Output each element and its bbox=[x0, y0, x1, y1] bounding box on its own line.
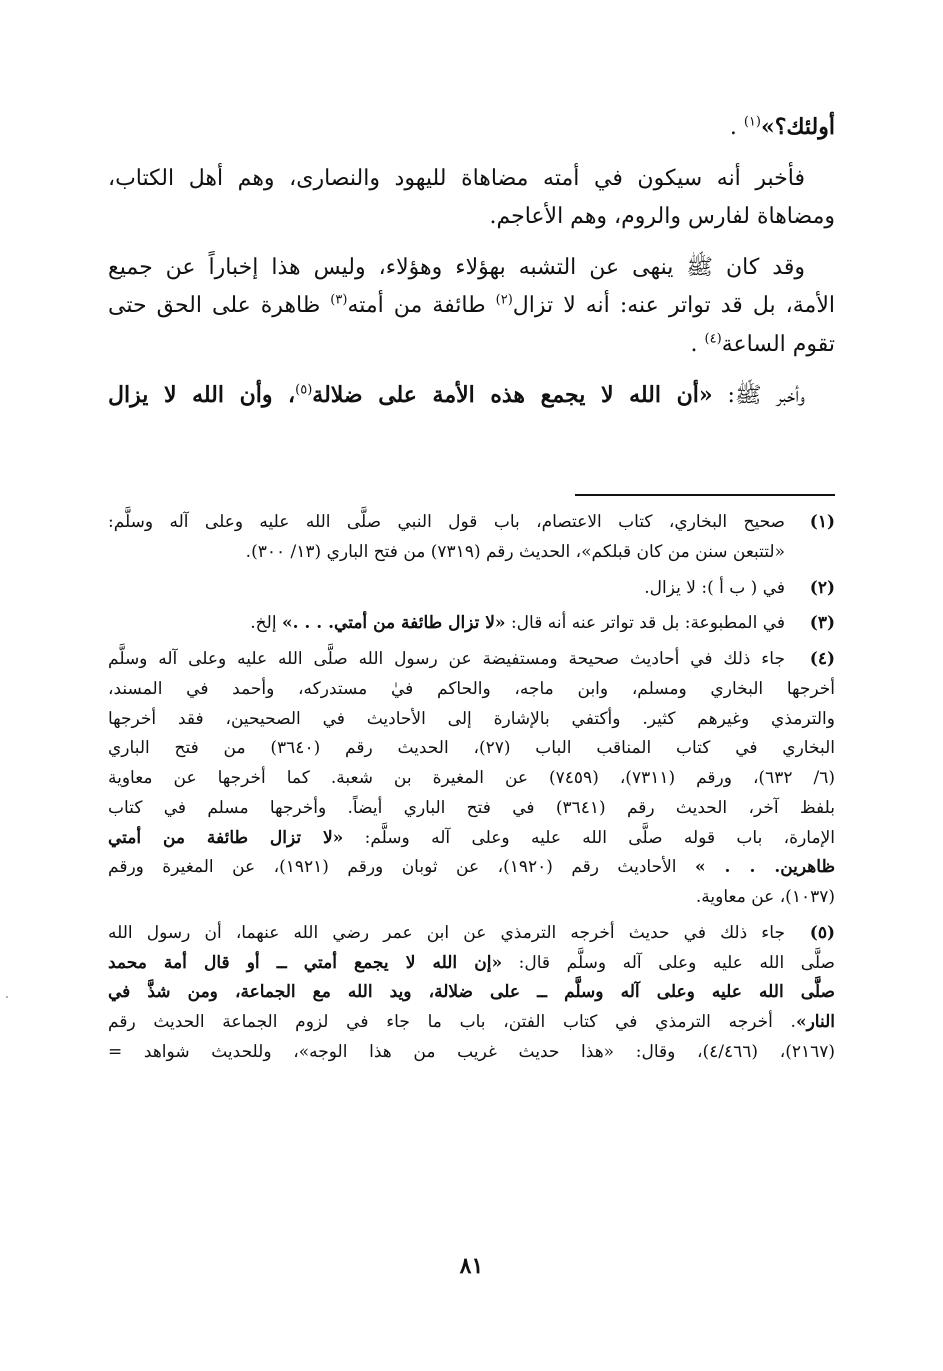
continued-line bbox=[108, 108, 835, 148]
footnote-number: (٥) bbox=[809, 922, 835, 943]
footnote-ref-3: (٣) bbox=[330, 292, 348, 308]
footnote-text bbox=[108, 645, 835, 913]
text-line bbox=[108, 326, 835, 365]
footnote-4 bbox=[108, 645, 835, 913]
footnote-ref-4: (٤) bbox=[704, 331, 722, 347]
quote-end: أولئك؟» bbox=[760, 114, 835, 140]
main-text bbox=[108, 108, 835, 428]
text-line bbox=[108, 376, 835, 416]
text-line bbox=[108, 949, 835, 979]
footnote-number: (٢) bbox=[809, 577, 835, 598]
scan-speck bbox=[6, 996, 8, 998]
hadith-quote: النار» bbox=[795, 1012, 835, 1032]
text-segment: الإمارة، باب قوله صلَّى الله عليه وعلى آله وسلَّم: bbox=[343, 827, 835, 848]
text-segment: في المطبوعة: بل قد تواتر عنه أنه قال: bbox=[505, 613, 785, 634]
hadith-quote: «إن الله لا يجمع أمتي ــ أو قال أمة محمد bbox=[108, 952, 503, 973]
text-segment: الأحاديث رقم (١٩٢٠)، عن ثوبان ورقم (١٩٢١)، عن المغيرة ورقم bbox=[108, 857, 695, 878]
footnote-text bbox=[108, 508, 785, 568]
text-segment: تقوم الساعة bbox=[721, 331, 835, 357]
paragraph-2 bbox=[108, 249, 835, 365]
text-segment: . bbox=[690, 331, 698, 357]
footnote-3 bbox=[108, 609, 835, 639]
footnote-2 bbox=[108, 574, 835, 604]
text-line bbox=[108, 1008, 835, 1038]
text-line: والترمذي وغيرهم كثير. وأكتفي بالإشارة إلى الأحاديث في الصحيحين، فقد أخرجها bbox=[108, 708, 835, 729]
footnote-ref-2: (٢) bbox=[495, 292, 513, 308]
text-line: في ( ب أ ): لا يزال. bbox=[644, 577, 785, 598]
text-line: وقد كان ﷺ ينهى عن التشبه بهؤلاء وهؤلاء، وليس هذا إخباراً عن جميع bbox=[108, 254, 805, 280]
text-line: جاء ذلك في حديث أخرجه الترمذي عن ابن عمر رضي الله عنهما، أن رسول الله bbox=[108, 922, 785, 943]
text-line bbox=[108, 824, 835, 854]
footnote-text bbox=[108, 919, 836, 1068]
paragraph-3 bbox=[108, 376, 835, 416]
text-line: بلفظ آخر، الحديث رقم (٣٦٤١) في فتح الباري أيضاً. وأخرجها مسلم في كتاب bbox=[108, 797, 835, 818]
text-line: صلَّى الله عليه وعلى آله وسلَّم ــ على ضلالة، ويد الله مع الجماعة، ومن شذَّ في bbox=[108, 982, 835, 1003]
paragraph-1 bbox=[108, 160, 835, 237]
text-segment: إلخ. bbox=[250, 613, 282, 634]
text-line: جاء ذلك في أحاديث صحيحة ومستفيضة عن رسول الله صلَّى الله عليه وعلى آله وسلَّم bbox=[108, 649, 785, 669]
text-segment: وأخبر ﷺ: bbox=[712, 383, 805, 408]
footnote-text bbox=[108, 574, 785, 604]
text-line: (٢١٦٧)، (٤/٤٦٦)، وقال: «هذا حديث غريب من هذا الوجه»، وللحديث شواهد = bbox=[108, 1041, 836, 1062]
text-line: (١٠٣٧)، عن معاوية. bbox=[695, 887, 835, 907]
text-segment: طائفة من أمته bbox=[347, 293, 496, 318]
footnote-5 bbox=[108, 919, 835, 1068]
text-line bbox=[108, 609, 785, 639]
hadith-quote: «أن الله لا يجمع هذه الأمة على ضلالة bbox=[312, 382, 713, 408]
text-segment: الأمة، بل قد تواتر عنه: أنه لا تزال bbox=[512, 293, 835, 318]
hadith-quote: «لا تزال طائفة من أمتي bbox=[108, 827, 344, 848]
text-segment: ظاهرة على الحق حتى bbox=[108, 293, 331, 318]
text-line: البخاري في كتاب المناقب الباب (٢٧)، الحديث رقم (٣٦٤٠) من فتح الباري bbox=[108, 738, 835, 759]
footnote-ref-5: (٥) bbox=[295, 382, 313, 398]
text-line bbox=[108, 853, 835, 883]
footnote-separator bbox=[575, 494, 835, 496]
hadith-quote: ظاهرين. . . » bbox=[694, 857, 835, 878]
footnote-number: (١) bbox=[809, 512, 835, 532]
text-line: «لتتبعن سنن من كان قبلكم»، الحديث رقم (٧٣١٩) من فتح الباري (١٣/ ٣٠٠). bbox=[245, 541, 785, 562]
page-number: ٨١ bbox=[459, 1253, 484, 1279]
footnote-text bbox=[108, 609, 785, 639]
text-line: صحيح البخاري، كتاب الاعتصام، باب قول النبي صلَّى الله عليه وعلى آله وسلَّم: bbox=[108, 512, 785, 532]
footnote-number: (٤) bbox=[809, 649, 835, 669]
hadith-quote: «لا تزال طائفة من أمتي. . . .» bbox=[281, 613, 506, 634]
text-line: أخرجها البخاري ومسلم، وابن ماجه، والحاكم فيٰ مستدركه، وأحمد في المسند، bbox=[108, 678, 835, 699]
footnote-number: (٣) bbox=[809, 613, 835, 634]
text-segment: صلَّى الله عليه وعلى آله وسلَّم قال: bbox=[502, 952, 835, 973]
hadith-quote: ، وأن الله لا يزال bbox=[108, 382, 296, 408]
footnote-ref-1: (١) bbox=[743, 114, 761, 130]
text-line: ومضاهاة لفارس والروم، وهم الأعاجم. bbox=[489, 204, 835, 229]
footnote-1 bbox=[108, 508, 835, 568]
text-segment: . أخرجه الترمذي في كتاب الفتن، باب ما جاء في لزوم الجماعة الحديث رقم bbox=[108, 1012, 796, 1032]
text-line: فأخبر أنه سيكون في أمته مضاهاة لليهود والنصارى، وهم أهل الكتاب، bbox=[108, 165, 805, 191]
period: . bbox=[729, 115, 737, 140]
footnotes bbox=[108, 508, 835, 1074]
text-line: (٦/ ٦٣٢)، ورقم (٧٣١١)، (٧٤٥٩) عن المغيرة بن شعبة. كما أخرجها عن معاوية bbox=[108, 768, 835, 788]
text-line bbox=[108, 287, 835, 326]
